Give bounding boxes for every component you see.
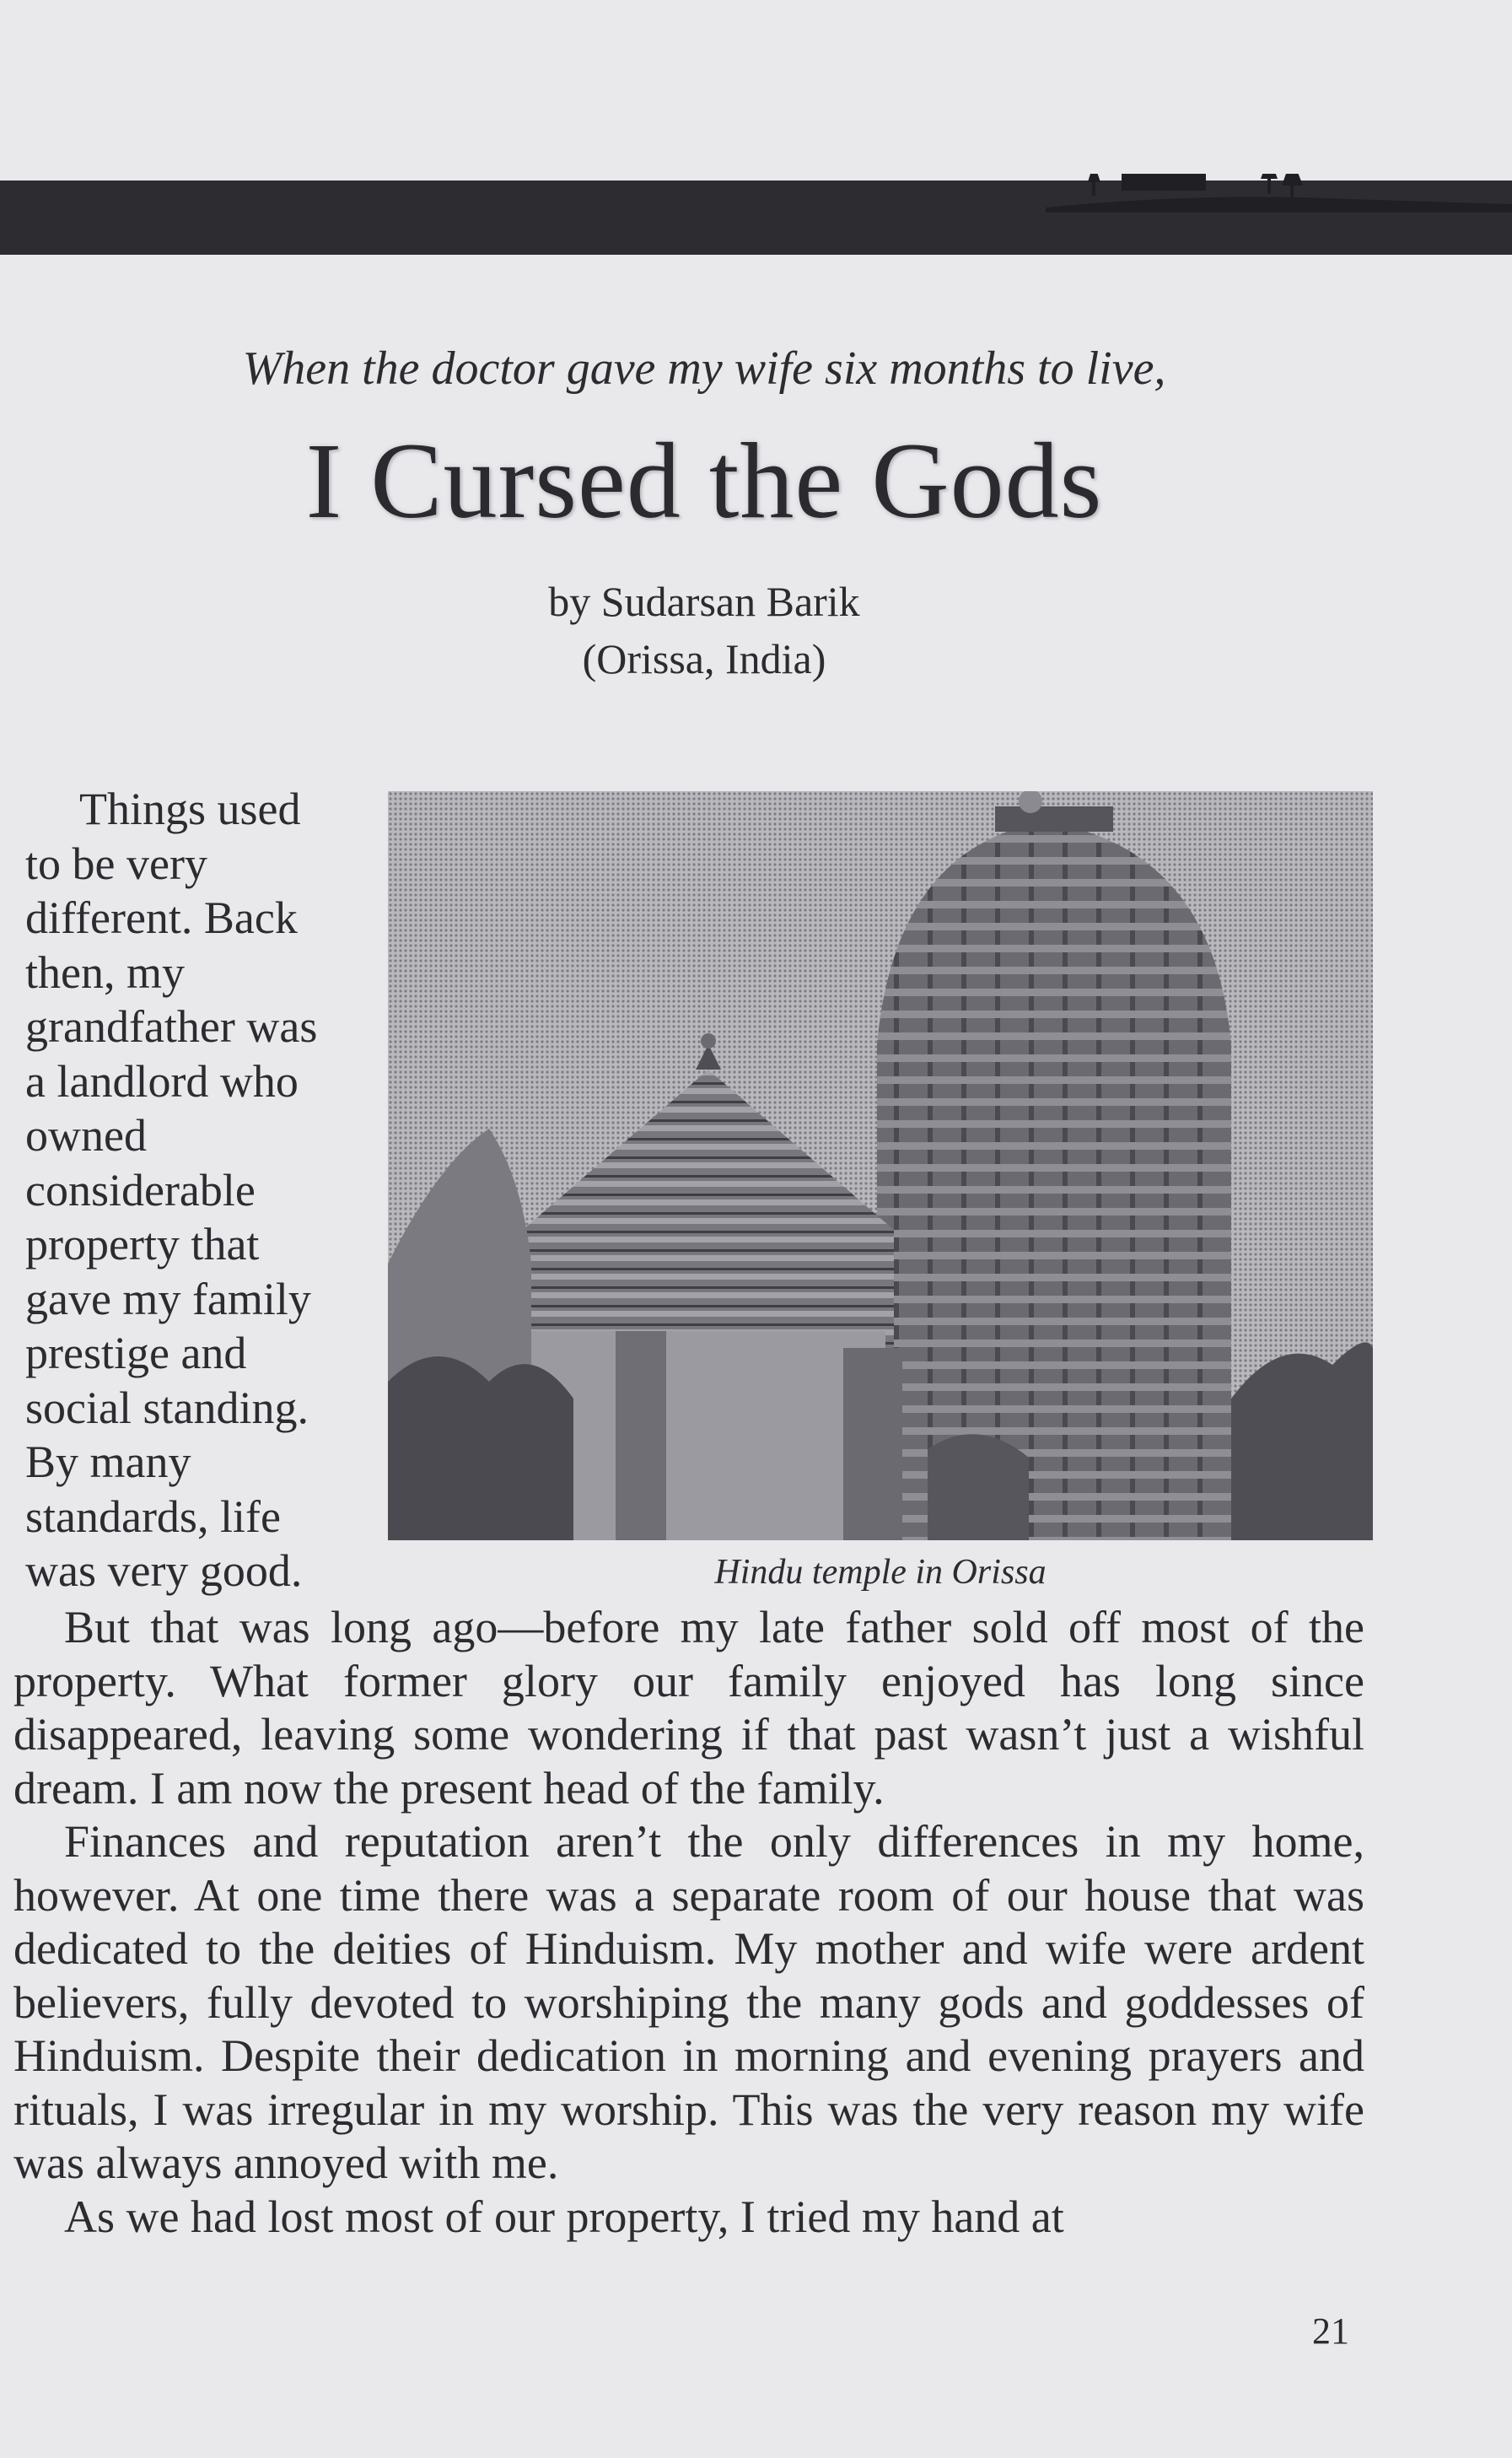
body-paragraph: Finances and reputation aren’t the only differences in my home, however. At one time there was a separate room of our house that was dedicated to the deities of Hinduism. My mother and wife were ardent believers, fully devoted to worshiping the many gods and goddesses of Hinduism. Despite their dedication in morning and evening prayers and rituals, I was irregular in my worship. This was the very reason my wife was always annoyed with me.: [13, 1816, 1364, 2188]
article-body: [13, 1601, 1364, 2244]
body-paragraph: But that was long ago—before my late father sold off most of the property. What former glory our family enjoyed has long since disappeared, leaving some wondering if that past wasn’t just a wishful dream. I am now the present head of the family.: [13, 1602, 1364, 1814]
side-column-line: gave my family: [25, 1273, 311, 1324]
side-column-line: a landlord who: [25, 1055, 299, 1107]
side-column-line: different. Back: [25, 892, 298, 943]
side-column-line: property that: [25, 1219, 260, 1269]
side-column-line: was very good.: [25, 1545, 303, 1596]
body-paragraph: As we had lost most of our property, I tried my hand at: [64, 2191, 1064, 2242]
side-column-line: owned: [25, 1110, 147, 1161]
article-title: I Cursed the Gods: [305, 421, 1103, 541]
side-column-line: standards, life: [25, 1490, 281, 1542]
article-origin: (Orissa, India): [582, 635, 826, 682]
side-column-line: Things used: [79, 784, 301, 834]
side-column-line: By many: [25, 1437, 191, 1487]
side-column-line: grandfather was: [25, 1001, 318, 1052]
side-column-line: social standing.: [25, 1382, 309, 1433]
article-kicker: When the doctor gave my wife six months to live,: [242, 342, 1166, 395]
side-column-line: to be very: [25, 838, 207, 889]
temple-illustration-icon: [388, 791, 1373, 1540]
temple-photo: [388, 791, 1373, 1540]
side-column-line: considerable: [25, 1164, 256, 1216]
intro-side-column: [25, 782, 379, 1598]
side-column-line: then, my: [25, 946, 185, 998]
side-column-line: prestige and: [25, 1328, 247, 1378]
article-byline: by Sudarsan Barik: [548, 578, 860, 625]
header-banner-pagoda-icon: [0, 174, 1512, 255]
photo-caption: Hindu temple in Orissa: [714, 1553, 1047, 1592]
page-number: 21: [1312, 2310, 1349, 2352]
